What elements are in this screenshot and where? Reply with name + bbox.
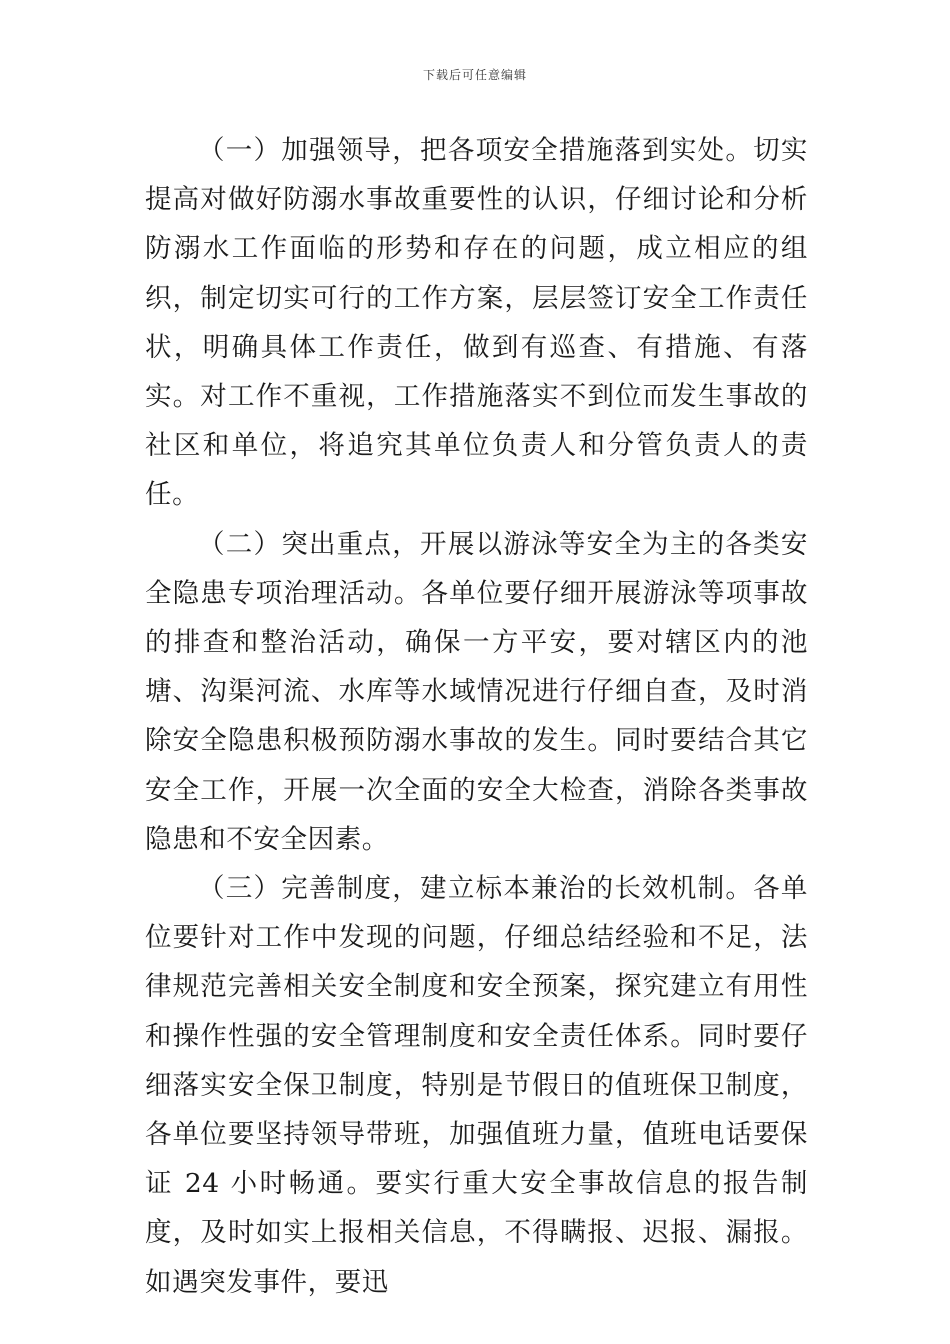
paragraph-2: （二）突出重点，开展以游泳等安全为主的各类安全隐患专项治理活动。各单位要仔细开展游泳等项事故的排查和整治活动，确保一方平安，要对辖区内的池塘、沟渠河流、水库等水域情况进行仔细自查，及时消除安全隐患积极预防溺水事故的发生。同时要结合其它安全工作，开展一次全面的安全大检查，消除各类事故隐患和不安全因素。 bbox=[145, 528, 808, 855]
document-body bbox=[145, 126, 808, 1307]
paragraph-1: （一）加强领导，把各项安全措施落到实处。切实提高对做好防溺水事故重要性的认识，仔细讨论和分析防溺水工作面临的形势和存在的问题，成立相应的组织，制定切实可行的工作方案，层层签订安全工作责任状，明确具体工作责任，做到有巡查、有措施、有落实。对工作不重视，工作措施落实不到位而发生事故的社区和单位，将追究其单位负责人和分管负责人的责任。 bbox=[145, 135, 808, 511]
paragraph-3: （三）完善制度，建立标本兼治的长效机制。各单位要针对工作中发现的问题，仔细总结经验和不足，法律规范完善相关安全制度和安全预案，探究建立有用性和操作性强的安全管理制度和安全责任体系。同时要仔细落实安全保卫制度，特别是节假日的值班保卫制度，各单位要坚持领导带班，加强值班力量，值班电话要保证 24 小时畅通。要实行重大安全事故信息的报告制度，及时如实上报相关信息，不得瞒报、迟报、漏报。如遇突发事件，要迅 bbox=[145, 873, 808, 1298]
page-header: 下载后可任意编辑 bbox=[422, 68, 527, 82]
